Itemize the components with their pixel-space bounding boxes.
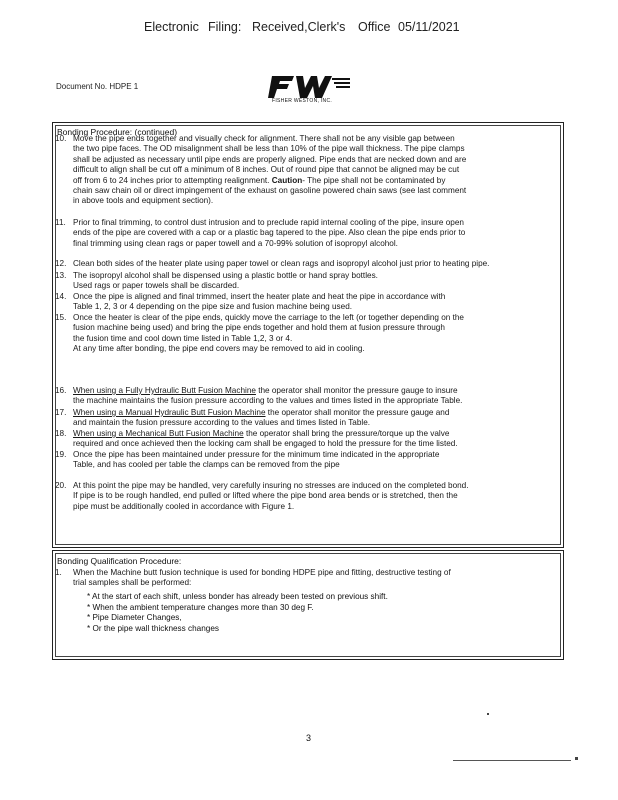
procedure-step [55,271,555,292]
qualification-bullets [87,592,388,634]
step-line: ends of the pipe are covered with a cap or a plastic bag tapered to the pipe. Also clean the pipe ends prior to [73,228,466,238]
caution-text: - The pipe shall not be contaminated by [302,175,446,185]
fw-logo-mark [268,76,350,98]
step-number: 11. [55,218,66,227]
document-number: Document No. HDPE 1 [56,82,139,91]
machine-type-underlined: When using a Mechanical Butt Fusion Machine [73,429,244,438]
step-line: and maintain the fusion pressure according to the values and times listed in Table. [73,418,371,428]
step-line: The isopropyl alcohol shall be dispensed using a plastic bottle or hand spray bottles. [73,271,378,280]
page-number: 3 [306,733,312,743]
step-line: the machine maintains the fusion pressure according to the values and times listed in the appropriate Table. [73,396,463,406]
procedure-step [55,481,555,512]
step-line: At any time after bonding, the pipe end covers may be removed to aid in cooling. [73,344,365,354]
step-number: 16. [55,386,67,395]
step-line: Once the heater is clear of the pipe ends, quickly move the carriage to the left (or together depending on the [73,313,464,322]
step-line: required and once achieved then the locking cam shall be engaged to hold the pressure for the time listed. [73,439,458,449]
section-title: Bonding Qualification Procedure: [57,556,182,566]
logo-subtitle: FISHER WESTON, INC. [272,98,333,104]
step-line [73,429,555,439]
bonding-procedure-section [52,122,564,548]
bullet-item: * At the start of each shift, unless bonder has already been tested on previous shift. [87,592,388,601]
step-number: 19. [55,450,67,459]
step-line: Used rags or paper towels shall be discarded. [73,281,240,291]
step-line-text: off from 6 to 24 inches prior to attempting realignment. [73,175,270,185]
step-line [73,386,555,396]
step-line: Once the pipe has been maintained under pressure for the minimum time indicated in the appropriate [73,450,440,459]
procedure-step [55,259,555,269]
step-line [73,408,555,418]
step-number: 1. [55,568,62,577]
qualification-step [55,568,555,589]
machine-type-underlined: When using a Fully Hydraulic Butt Fusion Machine [73,386,256,395]
caution-label: Caution [271,175,303,185]
procedure-step [55,450,555,471]
step-line: fusion machine being used) and bring the pipe ends together and hold them at fusion pressure through [73,323,445,333]
step-line: pipe must be additionally cooled in accordance with Figure 1. [73,501,295,511]
step-number: 10. [55,134,67,143]
step-line-text: the operator shall bring the pressure/torque up the valve [243,429,450,438]
step-line: Prior to final trimming, to control dust intrusion and to preclude rapid internal cooling of the pipe, insure open [73,218,464,227]
company-logo [268,76,350,106]
procedure-step [55,408,555,429]
step-line [73,176,555,186]
section-title: Bonding Procedure: (continued) [57,127,178,137]
step-line: At this point the pipe may be handled, very carefully insuring no stresses are induced on the completed bond. [73,481,469,490]
step-line: Table, and has cooled per table the clamps can be removed from the pipe [73,460,340,470]
bullet-item: * Pipe Diameter Changes, [87,613,182,623]
step-line: If pipe is to be rough handled, end pulled or lifted where the pipe bond area bends or is stretched, then the [73,491,458,501]
scan-speck [575,757,578,760]
step-line: chain saw chain oil or direct impingement of the exhaust on gasoline powered chain saws (see last comment [73,186,467,196]
step-line: When the Machine butt fusion technique is used for bonding HDPE pipe and fitting, destructive testing of [73,568,451,577]
procedure-step [55,134,555,207]
step-number: 15. [55,313,67,322]
step-line-text: the operator shall monitor the pressure gauge to insure [255,386,458,395]
step-line: Table 1, 2, 3 or 4 depending on the pipe size and fusion machine being used. [73,302,353,312]
scan-speck [487,713,489,715]
bullet-item: * Or the pipe wall thickness changes [87,623,219,633]
procedure-step [55,429,555,450]
procedure-step [55,292,555,313]
procedure-step [55,313,555,355]
filing-office: Office [358,20,391,34]
step-line: in above tools and equipment section). [73,196,214,206]
procedure-step [55,386,555,407]
filing-date: 05/11/2021 [398,20,460,34]
step-number: 17. [55,408,67,417]
step-number: 20. [55,481,67,490]
step-number: 12. [55,259,67,268]
filing-received: Received,Clerk's [252,20,346,34]
step-line: the fusion time and cool down time listed in Table 1,2, 3 or 4. [73,333,293,343]
step-line: Once the pipe is aligned and final trimmed, insert the heater plate and heat the pipe in accordance with [73,292,446,301]
machine-type-underlined: When using a Manual Hydraulic Butt Fusion Machine [73,408,266,417]
filing-type: Electronic [144,20,199,34]
scan-line [453,760,571,761]
step-number: 18. [55,429,67,438]
step-line: Clean both sides of the heater plate using paper towel or clean rags and isopropyl alcohol just prior to heating pipe. [73,259,490,268]
qualification-section [52,550,564,660]
step-line: shall be adjusted as necessary until pipe ends are properly aligned. Pipe ends that are necked down and are [73,154,467,164]
filing-label: Filing: [208,20,242,34]
step-number: 14. [55,292,67,301]
procedure-step [55,218,555,249]
bullet-item: * When the ambient temperature changes more than 30 deg F. [87,602,314,612]
step-line: Move the pipe ends together and visually check for alignment. There shall not be any visible gap between [73,134,455,143]
step-line: final trimming using clean rags or paper towell and a 70-99% solution of isopropyl alcohol. [73,238,398,248]
step-line: trial samples shall be performed: [73,578,192,588]
step-line: the two pipe faces. The OD misalignment shall be less than 10% of the pipe wall thickness. The pipe clamps [73,144,465,154]
step-line: difficult to align shall be cut off a minimum of 8 inches. Out of round pipe that cannot be aligned may be cut [73,165,460,175]
step-line-text: the operator shall monitor the pressure gauge and [265,408,450,417]
step-number: 13. [55,271,67,280]
